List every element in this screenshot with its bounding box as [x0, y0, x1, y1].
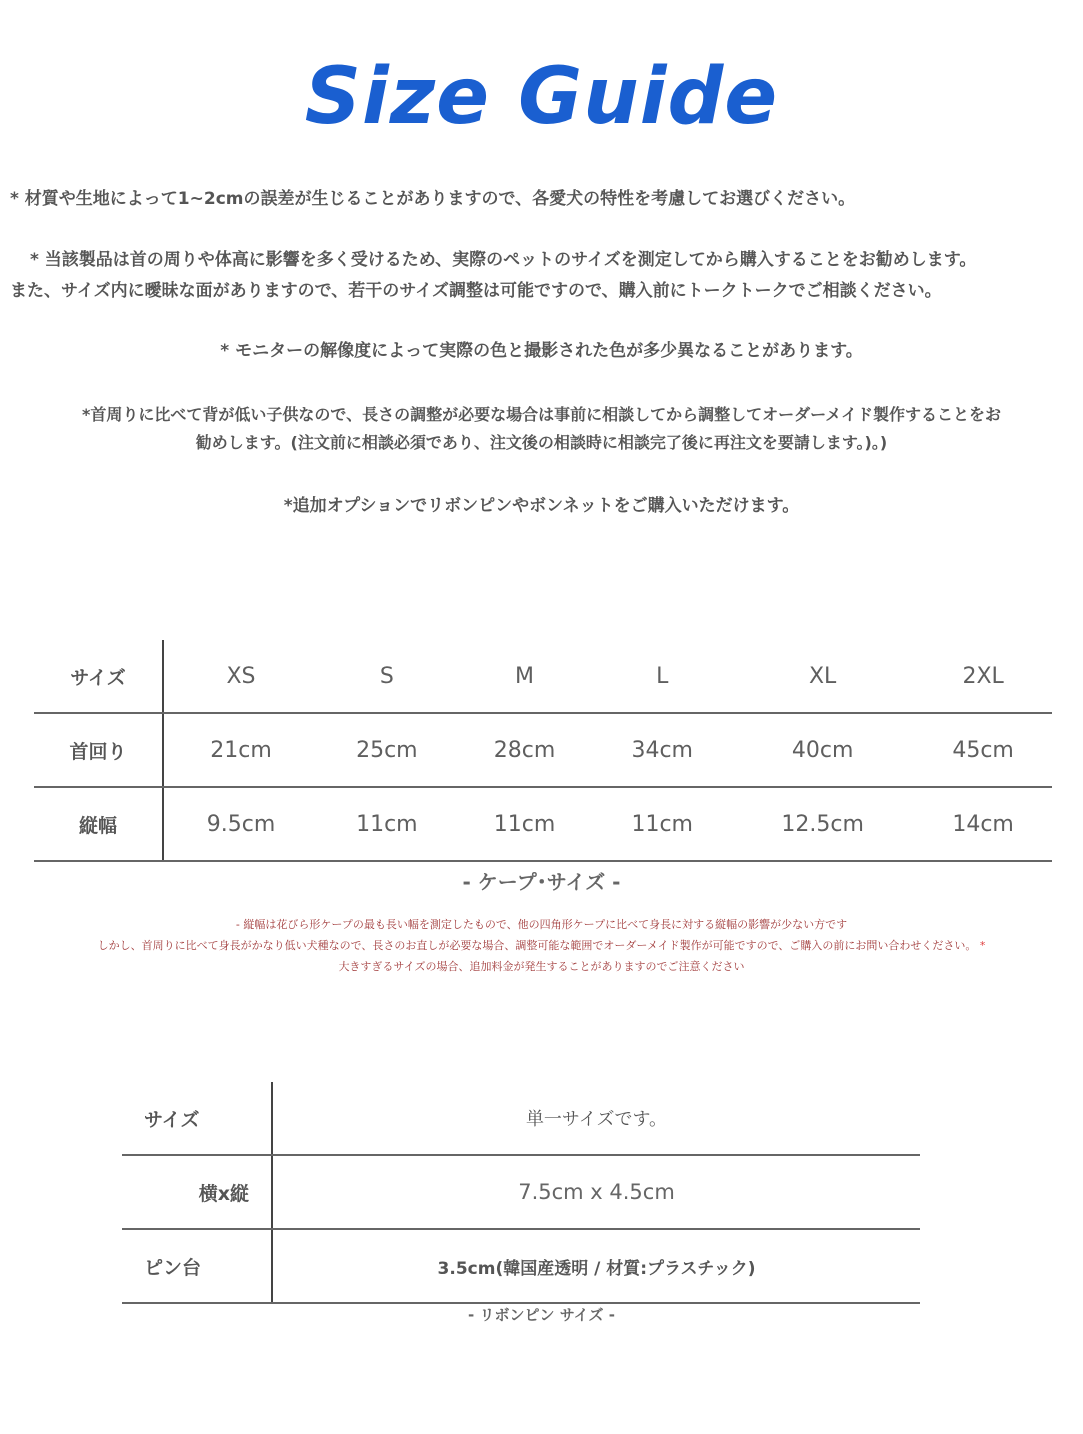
size-m: M — [456, 640, 594, 713]
red-note-line3: 大きすぎるサイズの場合、追加料金が発生することがありますのでご注意ください — [338, 960, 745, 973]
size-s: S — [318, 640, 456, 713]
pin-base-label: ピン台 — [122, 1229, 272, 1303]
table-row — [122, 1155, 920, 1229]
neck-label: 首回り — [34, 713, 163, 787]
size-header-label: サイズ — [34, 640, 163, 713]
cape-red-notes — [0, 914, 1083, 977]
table-row — [122, 1082, 920, 1155]
note-monitor-color: * モニターの解像度によって実際の色と撮影された色が多少異なることがあります。 — [220, 341, 863, 361]
length-value: 11cm — [456, 787, 594, 861]
red-note-line1: - 縦幅は花びら形ケープの最も長い幅を測定したもので、他の四角形ケープに比べて身長に対する縦幅の影響が少ない方です — [235, 918, 848, 931]
note-measure-line1: * 当該製品は首の周りや体高に影響を多く受けるため、実際のペットのサイズを測定してから購入することをお勧めします。 — [30, 250, 977, 270]
size-xl: XL — [731, 640, 914, 713]
cape-size-table — [34, 640, 1052, 862]
size-l: L — [593, 640, 731, 713]
length-value: 12.5cm — [731, 787, 914, 861]
note-custom-line1: *首周りに比べて背が低い子供なので、長さの調整が必要な場合は事前に相談してから調整してオーダーメイド製作することをお — [82, 405, 1001, 424]
size-xs: XS — [163, 640, 318, 713]
neck-value: 25cm — [318, 713, 456, 787]
table-row — [34, 713, 1052, 787]
neck-value: 45cm — [914, 713, 1052, 787]
length-value: 11cm — [318, 787, 456, 861]
ribbon-pin-caption: - リボンピン サイズ - — [468, 1306, 615, 1324]
length-value: 11cm — [593, 787, 731, 861]
length-label: 縦幅 — [34, 787, 163, 861]
note-custom-line2: 勧めします。(注文前に相談必須であり、注文後の相談時に相談完了後に再注文を要請します。)。) — [195, 433, 888, 452]
note-additional-option: *追加オプションでリボンピンやボンネットをご購入いただけます。 — [283, 496, 800, 516]
note-measure-advice — [10, 245, 1080, 307]
note-measure-line2: また、サイズ内に曖昧な面がありますので、若干のサイズ調整は可能ですので、購入前にトークトークでご相談ください。 — [10, 281, 942, 301]
cape-size-caption: - ケープ･サイズ - — [462, 870, 621, 894]
neck-value: 21cm — [163, 713, 318, 787]
pin-size-label: サイズ — [122, 1082, 272, 1155]
note-custom-order — [0, 401, 1083, 457]
ribbon-pin-table — [122, 1082, 920, 1304]
length-value: 9.5cm — [163, 787, 318, 861]
pin-base-value: 3.5cm(韓国産透明 / 材質:プラスチック) — [272, 1229, 920, 1303]
pin-dimension-value: 7.5cm x 4.5cm — [272, 1155, 920, 1229]
pin-dimension-label: 横x縦 — [122, 1155, 272, 1229]
note-material-error: * 材質や生地によって1~2cmの誤差が生じることがありますので、各愛犬の特性を考慮してお選びください。 — [10, 189, 856, 209]
neck-value: 40cm — [731, 713, 914, 787]
pin-size-value: 単一サイズです。 — [272, 1082, 920, 1155]
red-note-mark: * — [979, 939, 986, 952]
table-row — [122, 1229, 920, 1303]
table-row — [34, 640, 1052, 713]
red-note-line2 — [0, 935, 1083, 956]
size-2xl: 2XL — [914, 640, 1052, 713]
neck-value: 28cm — [456, 713, 594, 787]
red-note-line2-text: しかし、首周りに比べて身長がかなり低い犬種なので、長さのお直しが必要な場合、調整可能な範囲でオーダーメイド製作が可能ですので、ご購入の前にお問い合わせください。 — [97, 939, 977, 952]
page-title: Size Guide — [304, 52, 779, 142]
neck-value: 34cm — [593, 713, 731, 787]
length-value: 14cm — [914, 787, 1052, 861]
table-row — [34, 787, 1052, 861]
